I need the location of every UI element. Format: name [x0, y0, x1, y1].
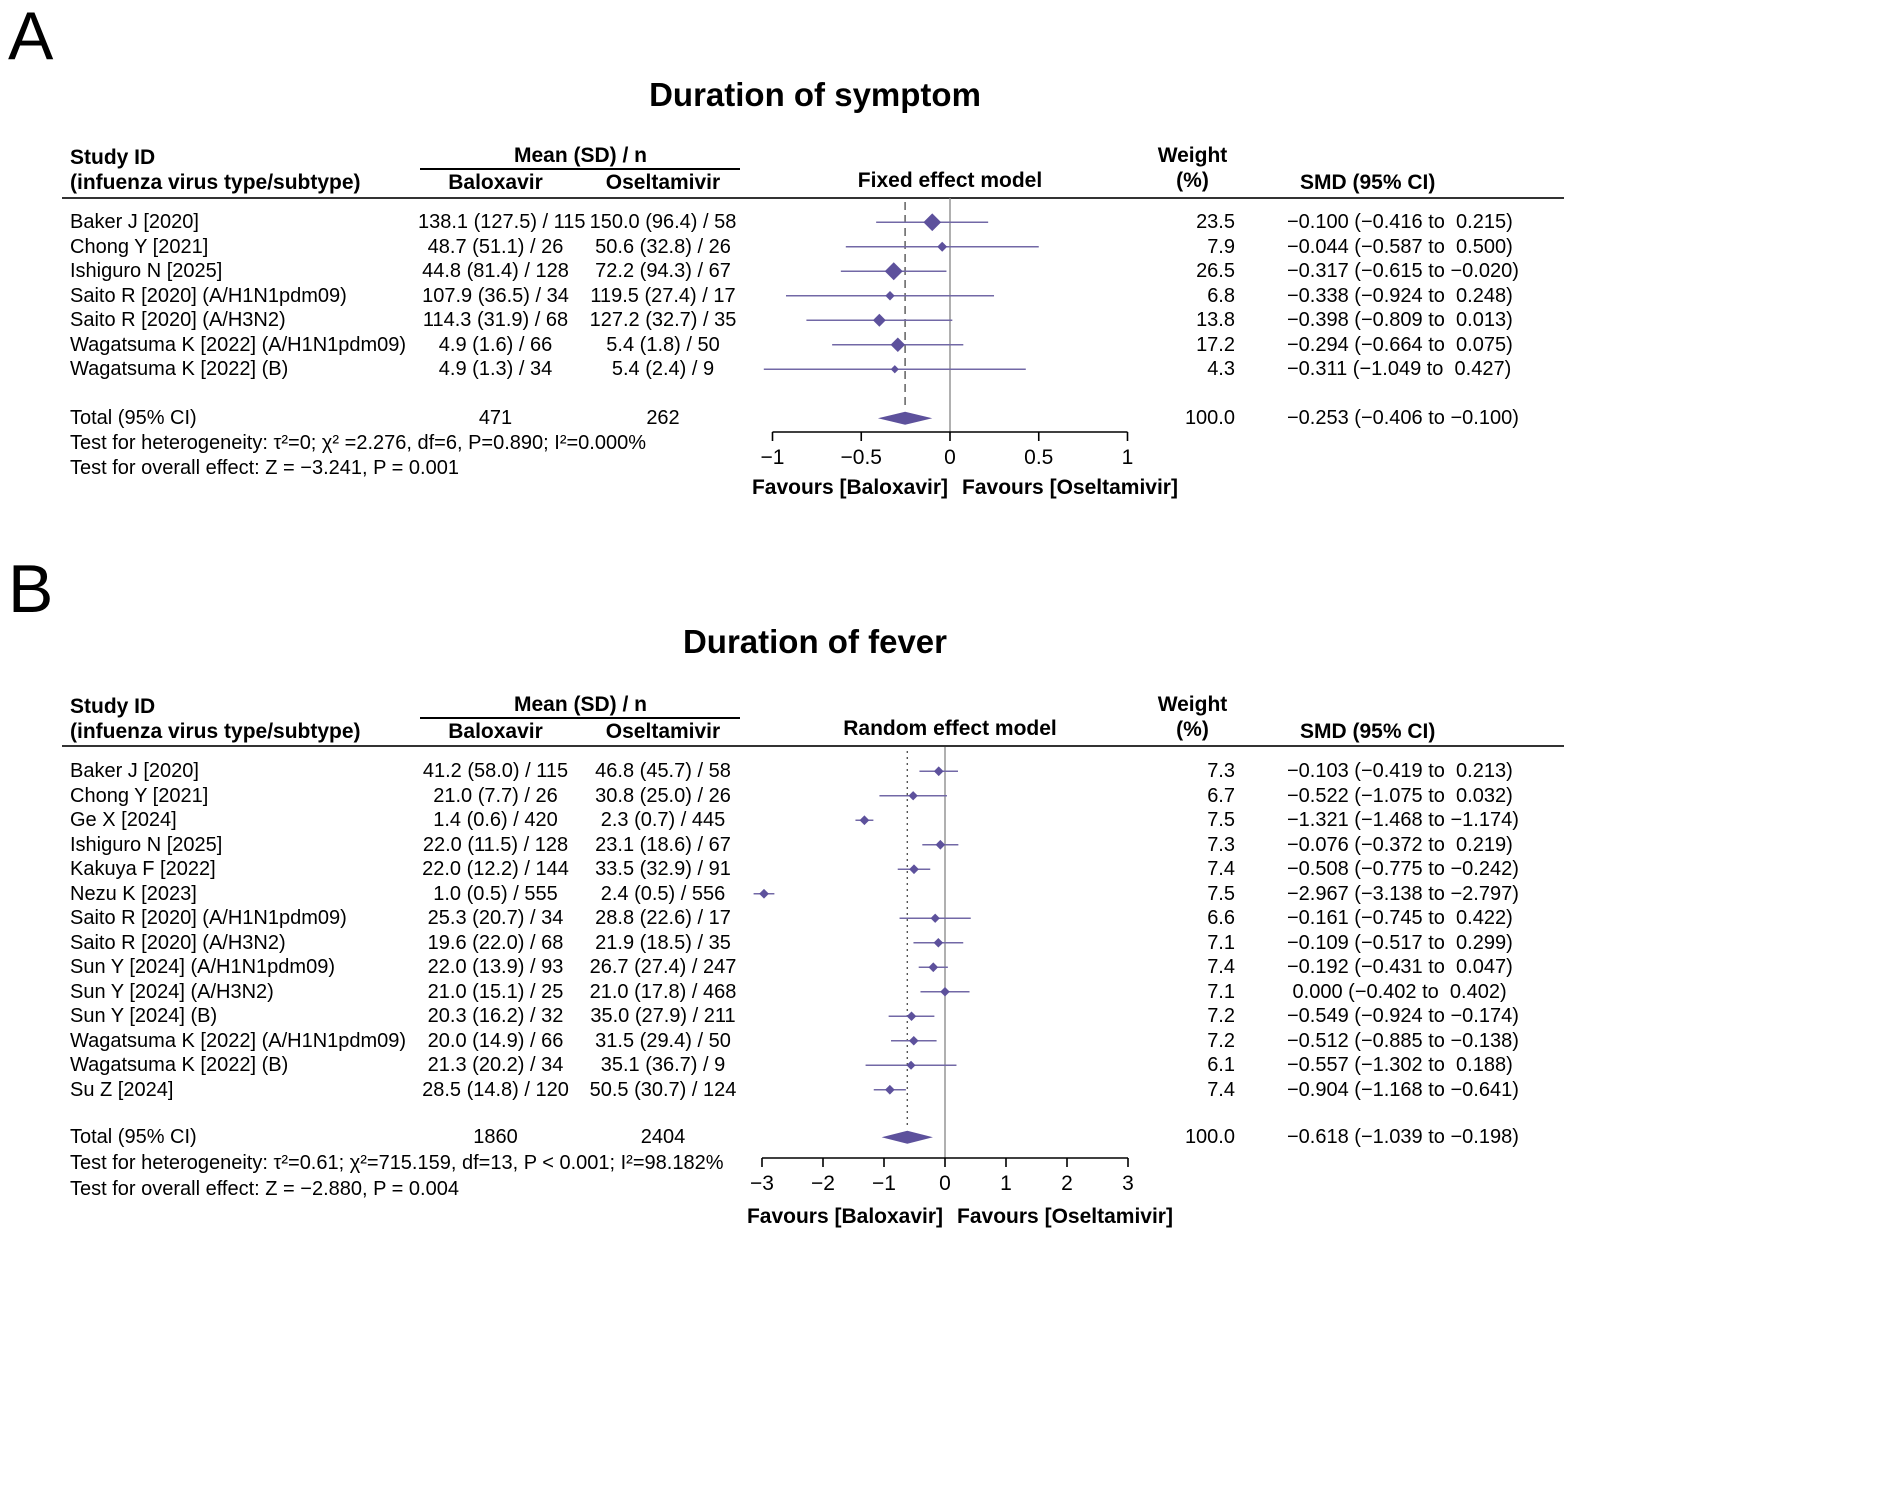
baloxavir-mean: 25.3 (20.7) / 34 [427, 907, 564, 929]
axis-tick-label: 1 [1121, 446, 1134, 469]
study-label: Saito R [2020] (A/H1N1pdm09) [70, 284, 347, 307]
baloxavir-mean: 4.9 (1.3) / 34 [438, 358, 553, 380]
study-label: Ishiguro N [2025] [70, 260, 223, 282]
study-row [0, 308, 1902, 333]
total-smd: −0.618 (−1.039 to −0.198) [1287, 1126, 1519, 1148]
baloxavir-mean: 4.9 (1.6) / 66 [438, 333, 553, 356]
weight-value: 6.1 [1207, 1054, 1235, 1076]
smd-value: −0.161 (−0.745 to 0.422) [1287, 907, 1513, 929]
total-row [0, 1125, 1902, 1150]
axis-tick-label: −1 [760, 446, 785, 469]
study-label: Ishiguro N [2025] [70, 833, 223, 856]
study-row [0, 759, 1902, 784]
heterogeneity-test: Test for heterogeneity: τ²=0.61; χ²=715.159, df=13, P < 0.001; I²=98.182% [70, 1152, 724, 1174]
smd-value: −0.076 (−0.372 to 0.219) [1287, 833, 1513, 856]
smd-value: −0.522 (−1.075 to 0.032) [1287, 784, 1513, 807]
oseltamivir-mean: 23.1 (18.6) / 67 [595, 833, 731, 856]
smd-value: −0.109 (−0.517 to 0.299) [1287, 931, 1513, 954]
weight-value: 4.3 [1207, 358, 1235, 380]
axis-tick-label: −3 [750, 1172, 774, 1195]
baloxavir-mean: 22.0 (11.5) / 128 [422, 833, 569, 856]
baloxavir-mean: 21.0 (15.1) / 25 [427, 980, 564, 1003]
study-label: Ge X [2024] [70, 809, 177, 831]
study-label: Saito R [2020] (A/H1N1pdm09) [70, 907, 347, 929]
col-header-oseltamivir: Oseltamivir [605, 720, 721, 743]
total-smd: −0.253 (−0.406 to −0.100) [1287, 407, 1519, 429]
weight-value: 7.2 [1207, 1005, 1235, 1027]
weight-value: 7.4 [1207, 956, 1235, 978]
study-label: Saito R [2020] (A/H3N2) [70, 309, 286, 331]
baloxavir-mean: 114.3 (31.9) / 68 [422, 309, 569, 331]
col-header-weight: Weight [1157, 693, 1228, 716]
baloxavir-mean: 22.0 (12.2) / 144 [422, 858, 569, 880]
total-baloxavir-n: 471 [478, 407, 513, 429]
smd-value: −0.100 (−0.416 to 0.215) [1287, 211, 1513, 233]
col-header-study-id: Study ID [70, 695, 156, 718]
col-header-weight-pct: (%) [1176, 169, 1209, 192]
study-label: Baker J [2020] [70, 211, 199, 233]
model-label: Random effect model [843, 717, 1057, 740]
total-label: Total (95% CI) [70, 407, 197, 429]
study-label: Saito R [2020] (A/H3N2) [70, 931, 286, 954]
col-header-baloxavir: Baloxavir [448, 720, 543, 743]
oseltamivir-mean: 72.2 (94.3) / 67 [595, 260, 731, 282]
col-header-mean-sd: Mean (SD) / n [513, 144, 647, 167]
overall-effect-test: Test for overall effect: Z = −2.880, P = 0.004 [70, 1178, 459, 1200]
smd-value: −2.967 (−3.138 to −2.797) [1287, 882, 1519, 905]
oseltamivir-mean: 31.5 (29.4) / 50 [595, 1029, 731, 1052]
axis-tick-label: 0 [939, 1172, 951, 1195]
oseltamivir-mean: 119.5 (27.4) / 17 [590, 284, 736, 307]
oseltamivir-mean: 30.8 (25.0) / 26 [595, 784, 731, 807]
total-label: Total (95% CI) [70, 1126, 197, 1148]
weight-value: 6.6 [1207, 907, 1235, 929]
col-header-baloxavir: Baloxavir [448, 171, 543, 194]
study-row [0, 857, 1902, 882]
col-header-study-subtype: (infuenza virus type/subtype) [70, 720, 361, 743]
col-header-mean-sd: Mean (SD) / n [513, 693, 647, 716]
baloxavir-mean: 22.0 (13.9) / 93 [427, 956, 564, 978]
study-row [0, 1053, 1902, 1078]
smd-value: −0.294 (−0.664 to 0.075) [1287, 333, 1513, 356]
weight-value: 7.2 [1207, 1029, 1235, 1052]
panel-duration-of-symptom [0, 0, 1902, 545]
study-row [0, 1004, 1902, 1029]
weight-value: 26.5 [1196, 260, 1235, 282]
col-header-smd: SMD (95% CI) [1300, 171, 1436, 194]
favours-right-label: Favours [Oseltamivir] [957, 1205, 1173, 1228]
oseltamivir-mean: 35.1 (36.7) / 9 [600, 1054, 726, 1076]
study-row [0, 808, 1902, 833]
axis-tick-label: 0 [944, 446, 956, 469]
smd-value: −0.557 (−1.302 to 0.188) [1287, 1054, 1513, 1076]
study-row [0, 980, 1902, 1005]
oseltamivir-mean: 50.5 (30.7) / 124 [589, 1078, 737, 1101]
baloxavir-mean: 41.2 (58.0) / 115 [422, 760, 569, 782]
study-row [0, 1078, 1902, 1103]
baloxavir-mean: 19.6 (22.0) / 68 [427, 931, 564, 954]
weight-value: 7.9 [1207, 235, 1235, 258]
total-oseltamivir-n: 262 [646, 407, 680, 429]
model-label: Fixed effect model [857, 169, 1043, 192]
study-row [0, 931, 1902, 956]
study-row [0, 333, 1902, 358]
study-label: Su Z [2024] [70, 1078, 174, 1101]
axis-tick-label: 2 [1061, 1172, 1073, 1195]
baloxavir-mean: 20.0 (14.9) / 66 [427, 1029, 564, 1052]
baloxavir-mean: 138.1 (127.5) / 115 [418, 211, 586, 233]
heterogeneity-test: Test for heterogeneity: τ²=0; χ² =2.276, df=6, P=0.890; I²=0.000% [70, 432, 646, 454]
total-weight: 100.0 [1184, 1126, 1235, 1148]
oseltamivir-mean: 21.9 (18.5) / 35 [595, 931, 731, 954]
weight-value: 6.7 [1207, 784, 1235, 807]
study-label: Chong Y [2021] [70, 784, 209, 807]
study-row [0, 1029, 1902, 1054]
study-label: Wagatsuma K [2022] (B) [70, 358, 289, 380]
oseltamivir-mean: 5.4 (1.8) / 50 [606, 333, 720, 356]
weight-value: 7.1 [1207, 980, 1235, 1003]
total-baloxavir-n: 1860 [473, 1126, 518, 1148]
study-row [0, 357, 1902, 382]
study-row [0, 882, 1902, 907]
study-row [0, 284, 1902, 309]
axis-tick-label: 1 [1000, 1172, 1012, 1195]
smd-value: −0.549 (−0.924 to −0.174) [1287, 1005, 1519, 1027]
weight-value: 17.2 [1196, 333, 1235, 356]
weight-value: 6.8 [1207, 284, 1235, 307]
smd-value: −0.317 (−0.615 to −0.020) [1287, 260, 1519, 282]
baloxavir-mean: 21.3 (20.2) / 34 [427, 1054, 564, 1076]
study-label: Sun Y [2024] (B) [70, 1005, 218, 1027]
study-label: Chong Y [2021] [70, 235, 209, 258]
favours-right-label: Favours [Oseltamivir] [962, 476, 1178, 499]
axis-tick-label: −1 [872, 1172, 896, 1195]
oseltamivir-mean: 21.0 (17.8) / 468 [589, 980, 737, 1003]
weight-value: 7.4 [1207, 1078, 1235, 1101]
oseltamivir-mean: 5.4 (2.4) / 9 [611, 358, 715, 380]
weight-value: 7.5 [1207, 809, 1235, 831]
study-row [0, 784, 1902, 809]
oseltamivir-mean: 26.7 (27.4) / 247 [589, 956, 737, 978]
baloxavir-mean: 44.8 (81.4) / 128 [422, 260, 569, 282]
oseltamivir-mean: 2.3 (0.7) / 445 [600, 809, 726, 831]
smd-value: −0.103 (−0.419 to 0.213) [1287, 760, 1513, 782]
study-row [0, 833, 1902, 858]
weight-value: 7.5 [1207, 882, 1235, 905]
axis-tick-label: −2 [811, 1172, 835, 1195]
baloxavir-mean: 107.9 (36.5) / 34 [422, 284, 569, 307]
axis-tick-label: 3 [1122, 1172, 1134, 1195]
col-header-study-id: Study ID [70, 146, 156, 169]
favours-left-label: Favours [Baloxavir] [751, 476, 949, 499]
weight-value: 7.3 [1207, 760, 1235, 782]
total-weight: 100.0 [1184, 407, 1235, 429]
smd-value: −0.508 (−0.775 to −0.242) [1287, 858, 1519, 880]
col-header-smd: SMD (95% CI) [1300, 720, 1436, 743]
study-row [0, 210, 1902, 235]
study-label: Baker J [2020] [70, 760, 199, 782]
baloxavir-mean: 48.7 (51.1) / 26 [427, 235, 564, 258]
axis-tick-label: −0.5 [840, 446, 882, 469]
study-row [0, 259, 1902, 284]
study-label: Nezu K [2023] [70, 882, 197, 905]
baloxavir-mean: 21.0 (7.7) / 26 [433, 784, 558, 807]
baloxavir-mean: 1.4 (0.6) / 420 [433, 809, 558, 831]
oseltamivir-mean: 150.0 (96.4) / 58 [589, 211, 737, 233]
axis-tick-label: 0.5 [1024, 446, 1054, 469]
weight-value: 13.8 [1196, 309, 1235, 331]
study-label: Wagatsuma K [2022] (A/H1N1pdm09) [70, 1029, 407, 1052]
favours-left-label: Favours [Baloxavir] [746, 1205, 944, 1228]
weight-value: 7.1 [1207, 931, 1235, 954]
oseltamivir-mean: 46.8 (45.7) / 58 [595, 760, 731, 782]
study-row [0, 235, 1902, 260]
baloxavir-mean: 1.0 (0.5) / 555 [433, 882, 558, 905]
panel-label: B [8, 551, 54, 627]
smd-value: −0.398 (−0.809 to 0.013) [1287, 309, 1513, 331]
col-header-weight-pct: (%) [1176, 718, 1209, 741]
baloxavir-mean: 20.3 (16.2) / 32 [427, 1005, 564, 1027]
study-row [0, 906, 1902, 931]
panel-duration-of-fever [0, 545, 1902, 1492]
study-label: Kakuya F [2022] [70, 858, 216, 880]
oseltamivir-mean: 127.2 (32.7) / 35 [589, 309, 737, 331]
smd-value: −1.321 (−1.468 to −1.174) [1287, 809, 1519, 831]
col-header-study-subtype: (infuenza virus type/subtype) [70, 171, 361, 194]
oseltamivir-mean: 50.6 (32.8) / 26 [595, 235, 731, 258]
oseltamivir-mean: 33.5 (32.9) / 91 [595, 858, 731, 880]
study-label: Wagatsuma K [2022] (A/H1N1pdm09) [70, 333, 407, 356]
col-header-weight: Weight [1157, 144, 1228, 167]
study-label: Sun Y [2024] (A/H1N1pdm09) [70, 956, 335, 978]
smd-value: −0.512 (−0.885 to −0.138) [1287, 1029, 1519, 1052]
oseltamivir-mean: 2.4 (0.5) / 556 [600, 882, 726, 905]
total-oseltamivir-n: 2404 [640, 1126, 686, 1148]
study-row [0, 955, 1902, 980]
oseltamivir-mean: 35.0 (27.9) / 211 [590, 1005, 736, 1027]
study-label: Sun Y [2024] (A/H3N2) [70, 980, 274, 1003]
panel-title: Duration of symptom [649, 76, 981, 113]
study-rows [0, 545, 1902, 1492]
smd-value: −0.192 (−0.431 to 0.047) [1287, 956, 1513, 978]
baloxavir-mean: 28.5 (14.8) / 120 [422, 1078, 569, 1101]
study-label: Wagatsuma K [2022] (B) [70, 1054, 289, 1076]
smd-value: −0.311 (−1.049 to 0.427) [1287, 358, 1512, 380]
panel-title: Duration of fever [682, 623, 948, 660]
weight-value: 7.3 [1207, 833, 1235, 856]
smd-value: −0.904 (−1.168 to −0.641) [1287, 1078, 1519, 1101]
smd-value: −0.338 (−0.924 to 0.248) [1287, 284, 1513, 307]
panel-label: A [8, 0, 54, 74]
oseltamivir-mean: 28.8 (22.6) / 17 [595, 907, 731, 929]
col-header-oseltamivir: Oseltamivir [605, 171, 721, 194]
total-row [0, 406, 1902, 431]
smd-value: −0.044 (−0.587 to 0.500) [1287, 235, 1513, 258]
weight-value: 23.5 [1196, 211, 1235, 233]
overall-effect-test: Test for overall effect: Z = −3.241, P = 0.001 [70, 457, 459, 479]
weight-value: 7.4 [1207, 858, 1235, 880]
smd-value: 0.000 (−0.402 to 0.402) [1287, 980, 1507, 1003]
